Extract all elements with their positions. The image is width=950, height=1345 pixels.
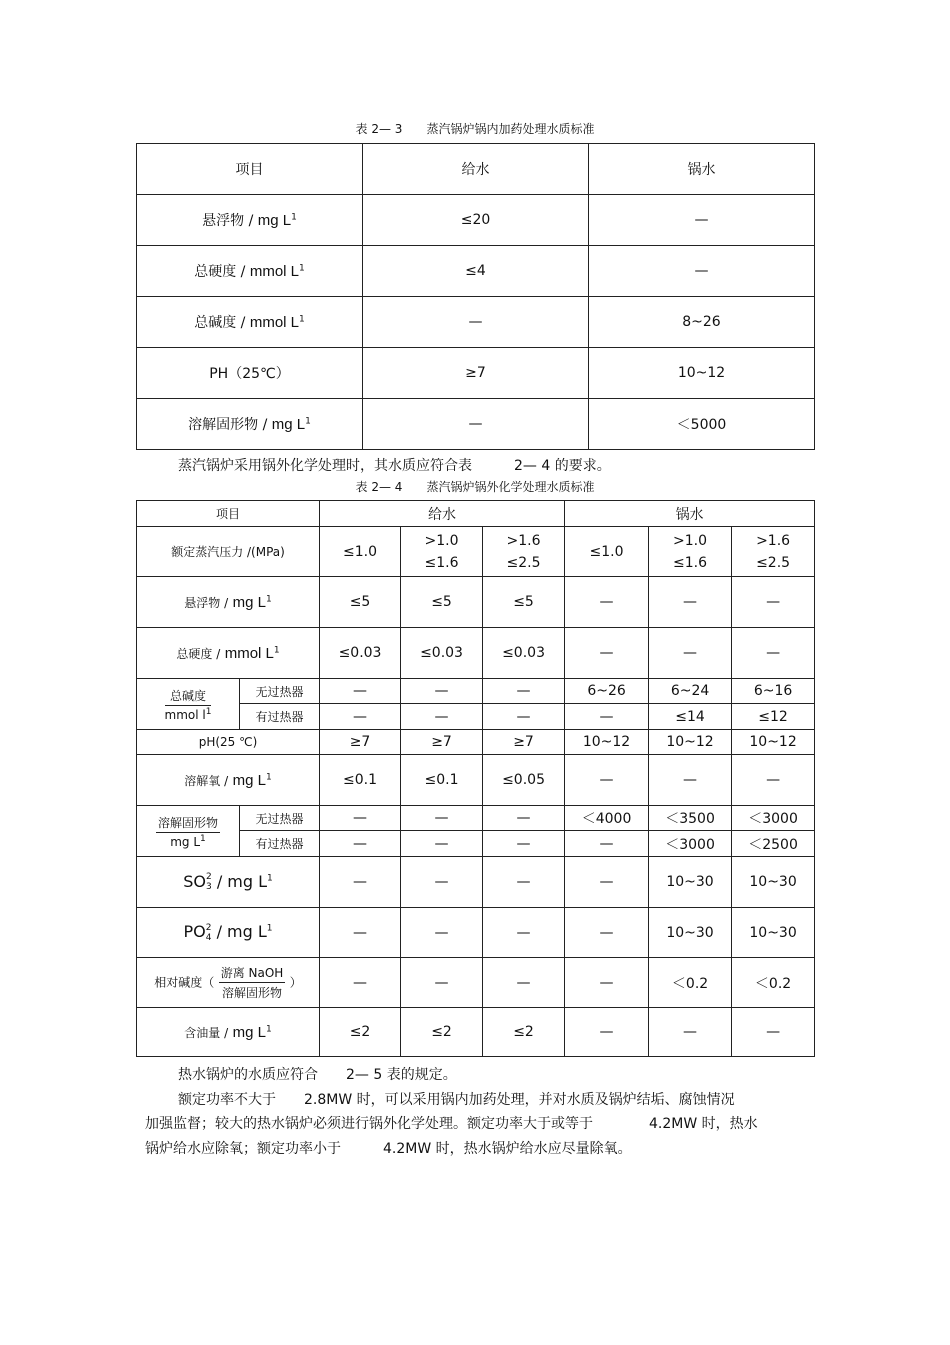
cell: — bbox=[483, 831, 565, 857]
cell: — bbox=[565, 755, 649, 806]
cell: — bbox=[320, 831, 401, 857]
cell: — bbox=[483, 908, 565, 958]
row-label: 总硬度 / mmol $L^1$ bbox=[137, 628, 320, 679]
cell: ≤0.03 bbox=[320, 628, 401, 679]
table-row bbox=[137, 501, 815, 527]
row-label: SO 2 3 / mg $L^1$ bbox=[137, 857, 320, 908]
cell: — bbox=[401, 806, 483, 831]
cell: — bbox=[732, 755, 815, 806]
cell: 6~24 bbox=[649, 679, 732, 704]
cell: — bbox=[401, 857, 483, 908]
cell: — bbox=[565, 857, 649, 908]
table-row bbox=[137, 144, 815, 195]
cell: ≤2 bbox=[483, 1008, 565, 1057]
paragraph: 额定功率不大于 2.8MW 时，可以采用锅内加药处理，并对水质及锅炉结垢、腐蚀情况 bbox=[178, 1092, 735, 1108]
cell: >1.6 ≤2.5 bbox=[483, 527, 565, 577]
paragraph: 锅炉给水应除氧；额定功率小于 4.2MW 时，热水锅炉给水应尽量除氧。 bbox=[145, 1141, 632, 1157]
cell: — bbox=[589, 195, 815, 246]
cell: 10~30 bbox=[649, 857, 732, 908]
cell: 10~12 bbox=[732, 730, 815, 755]
sub-label: 无过热器 bbox=[240, 806, 320, 831]
table2-caption: 表 2— 4 蒸汽锅炉锅外化学处理水质标准 bbox=[355, 480, 595, 494]
row-label: 溶解固形物 / mg $L^1$ bbox=[137, 399, 363, 450]
cell: — bbox=[565, 704, 649, 730]
cell: — bbox=[483, 704, 565, 730]
paragraph: 热水锅炉的水质应符合 2— 5 表的规定。 bbox=[178, 1067, 457, 1083]
cell: 10~30 bbox=[732, 908, 815, 958]
header-item: 项目 bbox=[137, 144, 363, 195]
cell: ≤5 bbox=[483, 577, 565, 628]
table-row bbox=[137, 958, 815, 1008]
cell: ≤5 bbox=[320, 577, 401, 628]
cell: 10~30 bbox=[649, 908, 732, 958]
cell: — bbox=[483, 857, 565, 908]
cell: ＜0.2 bbox=[649, 958, 732, 1008]
cell: ≥7 bbox=[363, 348, 589, 399]
cell: — bbox=[401, 704, 483, 730]
table-row bbox=[137, 806, 815, 831]
header-feed-water: 给水 bbox=[363, 144, 589, 195]
cell: ≤5 bbox=[401, 577, 483, 628]
table-row bbox=[137, 755, 815, 806]
cell: >1.0 ≤1.6 bbox=[401, 527, 483, 577]
cell: ≤4 bbox=[363, 246, 589, 297]
row-label: 相对碱度（ $\frac{\text{游离 NaOH}}{\text{溶解固形物}}$ ） bbox=[137, 958, 320, 1008]
cell: — bbox=[649, 577, 732, 628]
cell: — bbox=[649, 1008, 732, 1057]
row-label: PO 2 4 / mg $L^1$ bbox=[137, 908, 320, 958]
cell: ≤20 bbox=[363, 195, 589, 246]
table1-caption: 表 2— 3 蒸汽锅炉锅内加药处理水质标准 bbox=[355, 122, 595, 136]
cell: ＜3000 bbox=[649, 831, 732, 857]
table-row bbox=[137, 297, 815, 348]
table1-feed-and-boiler-water-standard bbox=[136, 143, 815, 450]
cell: — bbox=[401, 908, 483, 958]
header-feed-water: 给水 bbox=[320, 501, 565, 527]
table2-external-treatment-standard bbox=[136, 500, 815, 1057]
sub-label: 无过热器 bbox=[240, 679, 320, 704]
cell: ＜3000 bbox=[732, 806, 815, 831]
cell: ＜5000 bbox=[589, 399, 815, 450]
cell: 8~26 bbox=[589, 297, 815, 348]
cell: >1.6 ≤2.5 bbox=[732, 527, 815, 577]
cell: — bbox=[320, 857, 401, 908]
row-label: 含油量 / mg $L^1$ bbox=[137, 1008, 320, 1057]
cell: ＜3500 bbox=[649, 806, 732, 831]
table-row bbox=[137, 628, 815, 679]
cell: ≥7 bbox=[401, 730, 483, 755]
cell: — bbox=[732, 628, 815, 679]
table-row bbox=[137, 1008, 815, 1057]
row-label: pH(25 ℃) bbox=[137, 730, 320, 755]
cell: — bbox=[565, 958, 649, 1008]
cell: — bbox=[401, 958, 483, 1008]
cell: ≥7 bbox=[320, 730, 401, 755]
cell: — bbox=[565, 908, 649, 958]
cell: — bbox=[320, 704, 401, 730]
row-label: 总碱度 / mmol $L^1$ bbox=[137, 297, 363, 348]
cell: — bbox=[649, 755, 732, 806]
cell: 10~12 bbox=[565, 730, 649, 755]
cell: — bbox=[732, 1008, 815, 1057]
header-item: 项目 bbox=[137, 501, 320, 527]
table-row bbox=[137, 246, 815, 297]
cell: 10~12 bbox=[589, 348, 815, 399]
cell: — bbox=[320, 958, 401, 1008]
row-label: $\frac{\text{溶解固形物}}{mg L^1}$ bbox=[137, 806, 240, 857]
text-between-tables: 蒸汽锅炉采用锅外化学处理时，其水质应符合表 2— 4 的要求。 bbox=[178, 458, 611, 474]
cell: 6~26 bbox=[565, 679, 649, 704]
cell: — bbox=[565, 1008, 649, 1057]
table-row bbox=[137, 577, 815, 628]
cell: ≤0.03 bbox=[401, 628, 483, 679]
cell: ≤0.1 bbox=[401, 755, 483, 806]
cell: — bbox=[565, 628, 649, 679]
table-row bbox=[137, 908, 815, 958]
pressure-label: 额定蒸汽压力 /(MPa) bbox=[137, 527, 320, 577]
cell: — bbox=[363, 297, 589, 348]
row-label: $\frac{\text{总碱度}}{mmol l^1}$ bbox=[137, 679, 240, 730]
cell: — bbox=[565, 831, 649, 857]
row-label: 溶解氧 / mg $L^1$ bbox=[137, 755, 320, 806]
cell: ≤2 bbox=[320, 1008, 401, 1057]
cell: ≤12 bbox=[732, 704, 815, 730]
cell: — bbox=[320, 679, 401, 704]
table-row bbox=[137, 527, 815, 577]
cell: ≤0.03 bbox=[483, 628, 565, 679]
cell: ＜0.2 bbox=[732, 958, 815, 1008]
cell: — bbox=[649, 628, 732, 679]
cell: 10~30 bbox=[732, 857, 815, 908]
table-row bbox=[137, 195, 815, 246]
cell: — bbox=[589, 246, 815, 297]
sub-label: 有过热器 bbox=[240, 831, 320, 857]
cell: — bbox=[401, 831, 483, 857]
cell: — bbox=[483, 958, 565, 1008]
table-row bbox=[137, 399, 815, 450]
row-label: 总硬度 / mmol $L^1$ bbox=[137, 246, 363, 297]
table-row bbox=[137, 857, 815, 908]
cell: ≥7 bbox=[483, 730, 565, 755]
cell: 6~16 bbox=[732, 679, 815, 704]
header-boiler-water: 锅水 bbox=[565, 501, 815, 527]
cell: ≤1.0 bbox=[320, 527, 401, 577]
cell: 10~12 bbox=[649, 730, 732, 755]
table-row bbox=[137, 348, 815, 399]
cell: — bbox=[483, 806, 565, 831]
cell: ＜4000 bbox=[565, 806, 649, 831]
cell: — bbox=[732, 577, 815, 628]
paragraph: 加强监督；较大的热水锅炉必须进行锅外化学处理。额定功率大于或等于 4.2MW 时，热水 bbox=[145, 1116, 758, 1132]
header-boiler-water: 锅水 bbox=[589, 144, 815, 195]
cell: — bbox=[565, 577, 649, 628]
cell: >1.0 ≤1.6 bbox=[649, 527, 732, 577]
cell: — bbox=[320, 908, 401, 958]
cell: — bbox=[483, 679, 565, 704]
cell: ≤14 bbox=[649, 704, 732, 730]
cell: — bbox=[320, 806, 401, 831]
cell: — bbox=[363, 399, 589, 450]
row-label: 悬浮物 / mg $L^1$ bbox=[137, 195, 363, 246]
row-label: PH（25℃） bbox=[137, 348, 363, 399]
sub-label: 有过热器 bbox=[240, 704, 320, 730]
cell: — bbox=[401, 679, 483, 704]
cell: ≤0.05 bbox=[483, 755, 565, 806]
cell: ≤2 bbox=[401, 1008, 483, 1057]
cell: ≤0.1 bbox=[320, 755, 401, 806]
cell: ＜2500 bbox=[732, 831, 815, 857]
table-row bbox=[137, 730, 815, 755]
cell: ≤1.0 bbox=[565, 527, 649, 577]
table-row bbox=[137, 679, 815, 704]
row-label: 悬浮物 / mg $L^1$ bbox=[137, 577, 320, 628]
